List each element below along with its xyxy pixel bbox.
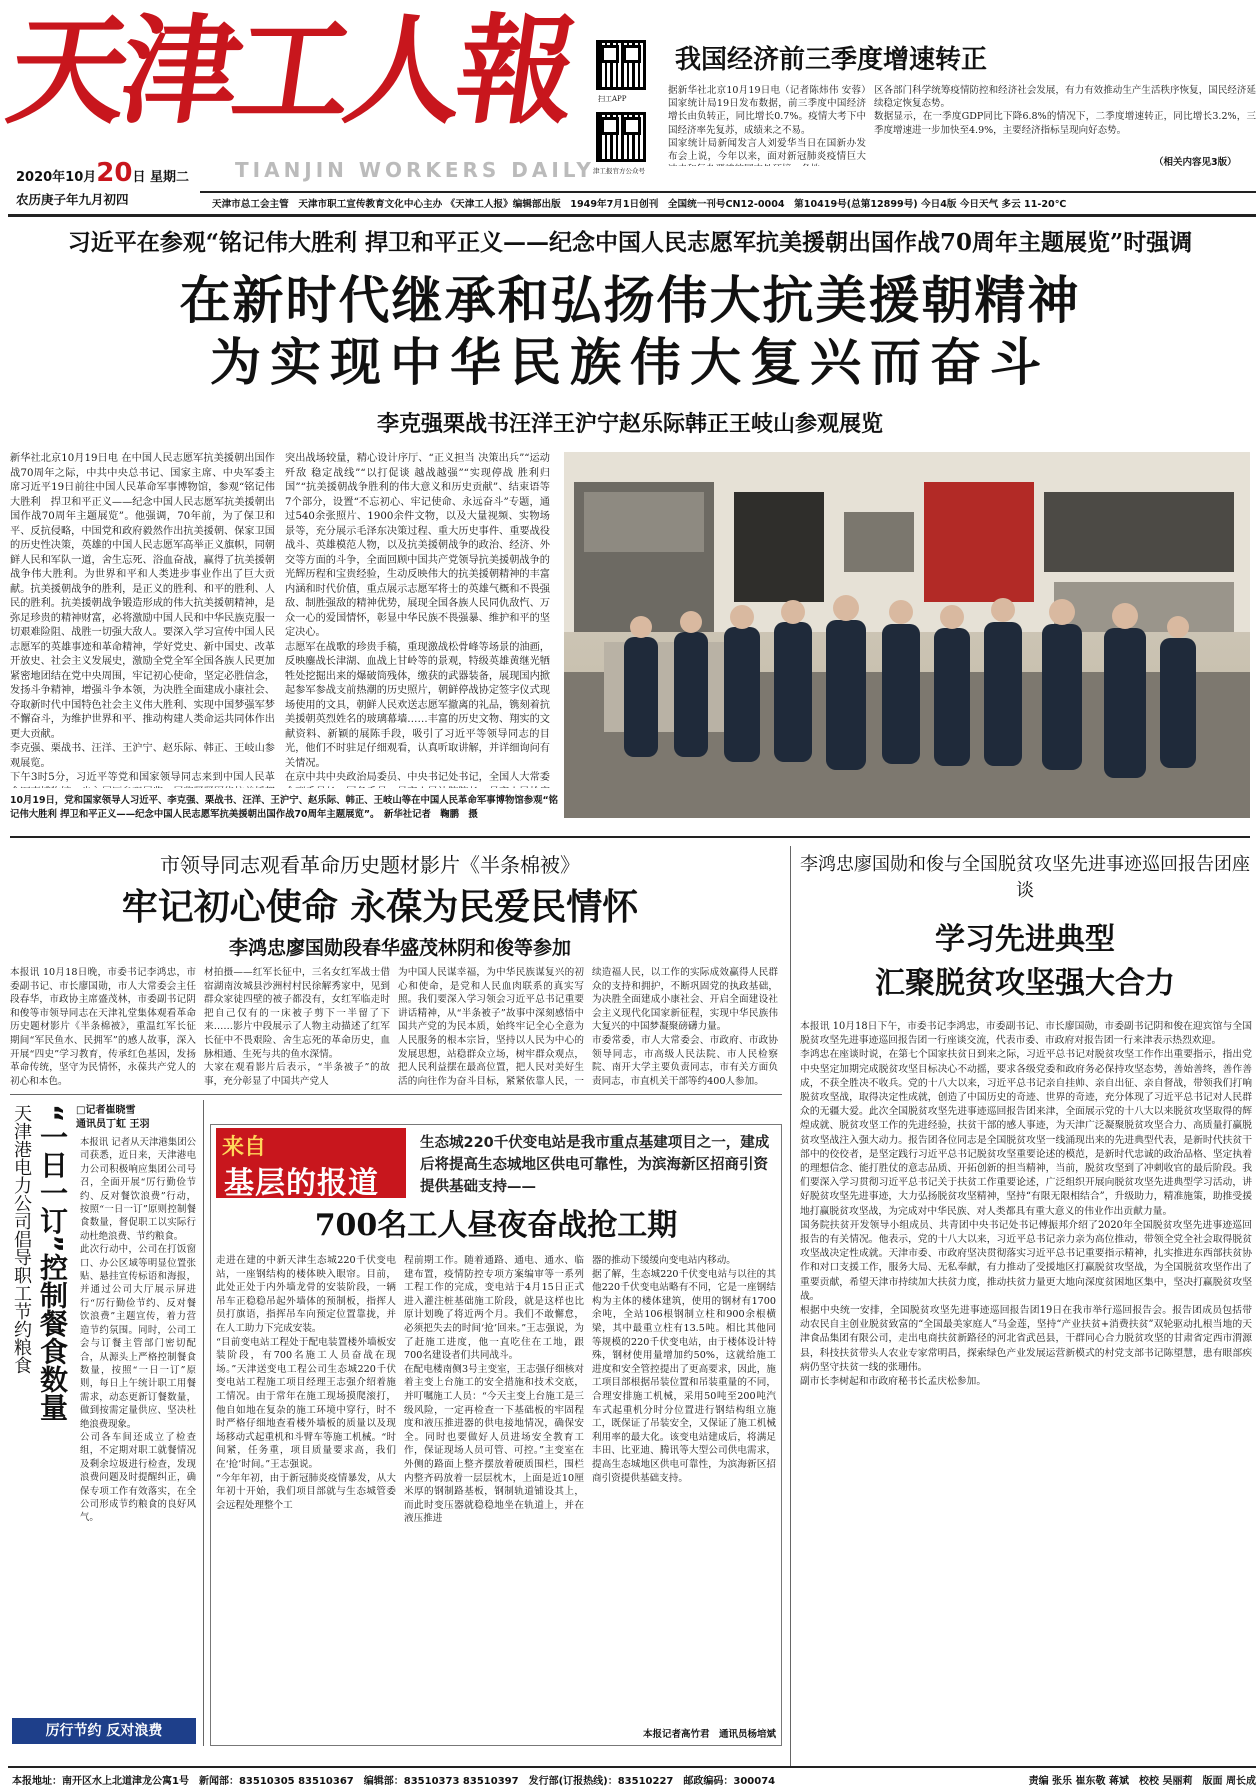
lead-kicker: 习近平在参观“铭记伟大胜利 捍卫和平正义——纪念中国人民志愿军抗美援朝出国作战70周年主题展览”时强调	[67, 229, 1193, 256]
lead-headline-1: 在新时代继承和弘扬伟大抗美援朝精神	[179, 272, 1081, 331]
grassroots-lede: 生态城220千伏变电站是我市重点基建项目之一，建成后将提高生态城地区供电可靠性，为滨海新区招商引资提供基础支持——	[420, 1135, 770, 1195]
film-body-col2: 材拍摄——红军长征中，三名女红军战士借宿湖南汝城县沙洲村村民徐解秀家中，见到群众家徒四壁的被子都没有，女红军临走时把自己仅有的一床被子剪下一半留了下来……影片中段展示了人物主动描述了红军长征中不畏艰险、舍生忘死的革命历史，血脉相通、生死与共的鱼水深情。 大家在观看影片后表示，“半条被子”的故事，充分彰显了中国共产党人	[204, 967, 390, 1087]
grassroots-badge	[216, 1128, 406, 1201]
section-divider	[10, 836, 1250, 838]
grassroots-body-col3: 器的推动下缓缓向变电站内移动。 据了解，生态城220千伏变电站与以往的其他220千伏变电站略有不同，它是一座钢结构为主体的楼体建筑，使用的钢材有1700余吨，全站106根钢制立柱和900余根横梁，其中最重立柱有13.5吨。相比其他同等规模的220千伏变电站，由于楼体设计特殊，钢材使用量增加约50%，这就给施工进度和安全管控提出了更高要求，因此，施工项目部根据吊装位置和吊装重量的不同，合理安排施工机械，采用50吨至200吨汽车式起重机分时分位置进行钢结构组立施工，既保证了吊装安全，又保证了施工机械利用率的最大化。该变电站建成后，将满足丰田、比亚迪、腾讯等大型公司供电需求，提高生态城地区供电可靠性，为滨海新区招商引资提供基础支持。	[592, 1255, 776, 1484]
qr-code-wechat[interactable]	[596, 112, 646, 162]
footer-rule	[8, 1766, 1256, 1768]
film-bottom-rule	[10, 1094, 782, 1095]
issue-day: 20	[96, 158, 133, 188]
masthead-bottom-rule	[8, 214, 1256, 217]
campaign-tag: 厉行节约 反对浪费	[12, 1718, 196, 1744]
grassroots-headline: 700名工人昼夜奋战抢工期	[314, 1208, 678, 1243]
grid-story-divider	[203, 1100, 204, 1746]
poverty-kicker: 李鸿忠廖国勋和俊与全国脱贫攻坚先进事迹巡回报告团座谈	[800, 854, 1250, 901]
grassroots-badge-top: 来自	[222, 1134, 267, 1160]
film-body-col3: 为中国人民谋幸福，为中华民族谋复兴的初心和使命，是党和人民血肉联系的真实写照。我们要深入学习领会习近平总书记重要讲话精神，从“半条被子”故事中深刻感悟中国共产党的为民本质，始终牢记全心全意为人民服务的根本宗旨，坚持以人民为中心的发展思想，站稳群众立场，树牢群众观点，把人民利益摆在最高位置，把人民对美好生活的向往作为奋斗目标，紧紧依靠人民，一	[398, 967, 584, 1087]
top-news-title: 我国经济前三季度增速转正	[675, 45, 988, 75]
lunar-date: 农历庚子年九月初四	[16, 192, 129, 207]
grid-story-headline: “一日一订”控制餐食数量	[36, 1104, 69, 1421]
issue-date: 2020年10月20日 星期二	[16, 158, 189, 188]
grassroots-byline: 本报记者高竹君 通讯员杨培斌	[642, 1729, 776, 1740]
top-news-col2: 区各部门科学统筹疫情防控和经济社会发展，有力有效推动生产生活秩序恢复，国民经济延续稳定恢复态势。 数据显示，在一季度GDP同比下降6.8%的情况下，二季度增速转正，同比增长3.2%，三季度增速进一步加快至4.9%，主要经济指标呈现向好态势。	[874, 85, 1256, 136]
poverty-body: 本报讯 10月18日下午，市委书记李鸿忠，市委副书记、市长廖国勋，市委副书记阴和俊在迎宾馆与全国脱贫攻坚先进事迹巡回报告团一行座谈交流，代表市委、市政府对报告团一行来津表示热烈欢迎。 李鸿忠在座谈时说，在第七个国家扶贫日到来之际，习近平总书记对脱贫攻坚工作作出重要指示，指出党中央坚定加期完成脱贫攻坚目标决心不动摇，要求各级党委和政府务必保持攻坚态势，善始善终，善作善成，不获全胜决不收兵。党的十八大以来，习近平总书记亲自挂帅、亲自出征、亲自督战，带领我们打响脱贫攻坚战，取得决定性成就，创造了中国历史的奇迹、世界的奇迹，充分体现了习近平总书记对人民群众的无疆大爱。此次全国脱贫攻坚先进事迹巡回报告团来津，全面展示党的十八大以来脱贫攻坚取得的辉煌成就、脱贫攻坚工作的先进经验，扶贫干部的感人事迹，为天津广泛凝聚脱贫攻坚合力、高质量打赢脱贫攻坚战注入强大动力。报告团各位同志是全国脱贫攻坚一线涌现出来的先进典型代表，是新时代扶贫干部中的佼佼者，是坚定践行习近平总书记脱贫攻坚重要论述的模范，是新时代忠诚的政治品格、坚定执着的理想信念、能打胜仗的意志品质、开拓创新的担当精神，当前，脱贫攻坚到了冲刺收官的最后阶段。我们要深入学习贯彻习近平总书记关于扶贫工作重要论述，广泛组织开展向脱贫攻坚先进典型学习活动，讲好脱贫攻坚先进事迹，大力弘扬脱贫攻坚精神，坚持“有限无限相结合”，升级助力，精准施策，助推受援地打赢脱贫攻坚战，为完成对中华民族、对人类都具有重大意义的伟业作出贡献力量。 国务院扶贫开发领导小组成员、共青团中央书记处书记傅振邦介绍了2020年全国脱贫攻坚先进事迹巡回报告的有关情况。他表示，党的十八大以来，习近平总书记亲力亲为高位推动，带领全党全社会取得脱贫攻坚战决定性成就。天津市委、市政府坚决贯彻落实习近平总书记重要指示精神，扎实推进东西部扶贫协作和对口支援工作，服务大局、无私奉献，有力推动了受援地区打赢脱贫攻坚战，为全国脱贫攻坚作出了重要贡献，希望天津市持续加大扶贫力度，推动扶贫力量更大地向深度贫困地区集中，坚决打赢脱贫攻坚战。 根据中央统一安排，全国脱贫攻坚先进事迹巡回报告团19日在我市举行巡回报告会。报告团成员包括带动农民自主创业脱贫致富的“全国最美家庭人”马金莲，坚持“产业扶贫+消费扶贫”双轮驱动扎根当地的天津食品集团有限公司，走出电商扶贫新路径的河北省武邑县，干群同心合力脱贫攻坚的甘肃省定西市渭源县，科技扶贫带头人农业专家常明昌，探索绿色产业发展运营新模式的村党支部书记陈望慧，患有眼部疾病仍坚守扶贫一线的张珊伟。 副市长李树起和市政府秘书长孟庆松参加。	[800, 1021, 1252, 1388]
exhibition-scene-illustration	[564, 452, 1250, 818]
footer-address: 本报地址：南开区水上北道津龙公寓1号 新闻部：83510305 83510367 编辑部：83510373 83510397 发行部(订报热线)：83510227 邮政编码：300074	[12, 1776, 776, 1787]
masthead-info-bar: 天津市总工会主管 天津市职工宣传教育文化中心主办 《天津工人报》编辑部出版 1949年7月1日创刊 全国统一刊号CN12-0004 第10419号(总第12899号) 今日4版 今日天气 多云 11-20℃	[212, 199, 1067, 210]
newspaper-logo-pinyin: TIANJIN WORKERS DAILY	[235, 158, 595, 182]
lead-photo-caption: 10月19日，党和国家领导人习近平、李克强、栗战书、汪洋、王沪宁、赵乐际、韩正、王岐山等在中国人民革命军事博物馆参观“铭记伟大胜利 捍卫和平正义——纪念中国人民志愿军抗美援朝出国作战70周年主题展览”。 新华社记者 鞠鹏 摄	[10, 795, 558, 820]
grassroots-badge-main: 基层的报道	[224, 1166, 379, 1201]
film-headline: 牢记初心使命 永葆为民爱民情怀	[121, 887, 639, 928]
film-body-col4: 续造福人民，以工作的实际成效赢得人民群众的支持和拥护，不断巩固党的执政基础，为决胜全面建成小康社会、开启全面建设社会主义现代化国家新征程，实现中华民族伟大复兴的中国梦凝聚磅礴力量。 市委常委，市人大常委会、市政府、市政协领导同志，市高级人民法院、市人民检察院、南开大学主要负责同志，市有关方面负责同志，市直机关干部等约400人参加。	[592, 967, 778, 1087]
grid-story-title: 天津港电力公司倡导职工节约粮食	[11, 1104, 32, 1374]
top-news-ref: （相关内容见3版）	[1154, 157, 1237, 168]
grid-story-body: 本报讯 记者从天津港集团公司获悉，近日来，天津港电力公司积极响应集团公司号召，全面开展“厉行勤俭节约、反对餐饮浪费”行动，按照“一日一订”原则控制餐食数量，督促职工以实际行动杜绝浪费、节约粮食。 此次行动中，公司在打饭窗口、办公区域等明显位置张贴、悬挂宣传标语和海报，并通过公司大厅展示屏进行“厉行勤俭节约、反对餐饮浪费”主题宣传，着力营造节约氛围。同时，公司工会与订餐主管部门密切配合，从源头上严格控制餐食数量，按照“一日一订”原则，每日上午统计职工用餐需求，动态更新订餐数量，做到按需定量供应、坚决杜绝浪费现象。 公司各车间还成立了检查组，不定期对职工就餐情况及剩余垃圾进行检查，发现浪费问题及时提醒纠正，确保专项工作有效落实，在全公司形成节约粮食的良好风气。	[80, 1137, 196, 1524]
column-divider	[790, 846, 791, 1766]
film-body-col1: 本报讯 10月18日晚，市委书记李鸿忠，市委副书记、市长廖国勋，市人大常委会主任段春华，市政协主席盛茂林，市委副书记阴和俊等市领导同志在天津礼堂集体观看革命历史题材影片《半条棉被》，重温红军长征期间“军民鱼水、民拥军”的感人故事，深入开展“四史”学习教育，传承红色基因，发扬革命传统，坚守为民情怀，永葆共产党人的初心和本色。	[10, 967, 196, 1087]
top-news-col1: 据新华社北京10月19日电（记者陈炜伟 安蓉）国家统计局19日发布数据，前三季度中国经济增长由负转正，同比增长0.7%。疫情大考下中国经济率先复苏，成绩来之不易。 国家统计局新闻发言人刘爱华当日在国新办发布会上说，今年以来，面对新冠肺炎疫情巨大	[668, 85, 866, 163]
masthead-rule	[200, 191, 1256, 193]
grassroots-body-col1: 走进在建的中新天津生态城220千伏变电站，一座钢结构的楼体映入眼帘。目前，此处正处于内外墙龙骨的安装阶段，一辆吊车正稳稳吊起外墙体的预制板，指挥人员打旗语，指挥吊车向预定位置靠拢，并在人工助力下完成安装。 “目前变电站工程处于配电装置楼外墙板安装阶段，有700名施工人员奋战在现场。”天津送变电工程公司生态城220千伏变电站工程施工项目经理王志强介绍着施工情况。由于常年在施工现场摸爬滚打，他自如地在复杂的施工环境中穿行，时不时严格仔细地查看楼外墙板的质量以及现场移动式起重机和斗臂车等施工机械。“时间紧，任务重，项目质量要求高，我们在‘抢’时间。”王志强说。 “今年年初，由于新冠肺炎疫情暴发，从大年初十开始，我们项目部就与生态城管委会远程处理整个工	[216, 1255, 396, 1511]
film-subtitle: 李鸿忠廖国勋段春华盛茂林阴和俊等参加	[228, 937, 571, 959]
grid-story-byline: □记者崔晓雪 通讯员丁虹 王羽	[76, 1105, 150, 1130]
newspaper-logo: 天津工人報	[0, 1, 580, 140]
qr-caption-app: 扫工APP	[598, 95, 627, 103]
lead-photo	[564, 452, 1250, 818]
grassroots-body-col2: 程前期工作。随着通路、通电、通水、临建布置，疫情防控专项方案编审等一系列工程工作的完成，变电站于4月15日正式进入灌注桩基础施工阶段，就是这样也比原计划晚了将近两个月。我们不敢懈怠，必须把失去的时间‘抢’回来。”王志强说，为了赶施工进度，他一直吃住在工地，跟700名建设者们共同战斗。 在配电楼南侧3号主变室，王志强仔细核对着主变上台施工的安全措施和技术交底，并叮嘱施工人员：“今天主变上台施工是三级风险，一定再检查一下基础板的牢固程度和液压推进器的供电接地情况，确保安全。同时也要做好人员进场安全教育工作，保证现场人员可管、可控。”主变室在外侧的路面上整齐摆放着硬质围栏，围栏内整齐码放着一层层枕木，上面是近10厘米厚的钢制路基板，钢制轨道铺设其上，而此时变压器就稳稳地坐在轨道上，并在液压推进	[404, 1255, 584, 1525]
poverty-headline-1: 学习先进典型	[935, 922, 1115, 957]
poverty-headline-2: 汇聚脱贫攻坚强大合力	[875, 966, 1175, 1001]
qr-code-app[interactable]	[596, 40, 646, 90]
masthead	[0, 0, 1260, 245]
footer-staff: 责编 张乐 崔东敬 蒋斌 校校 吴丽莉 版面 周长成	[1028, 1776, 1256, 1787]
film-kicker: 市领导同志观看革命历史题材影片《半条棉被》	[160, 853, 580, 877]
qr-caption-wechat: 津工报官方公众号	[593, 167, 645, 175]
lead-subtitle: 李克强栗战书汪洋王沪宁赵乐际韩正王岐山参观展览	[376, 411, 883, 437]
lead-body-col2: 突出战场较量，精心设计序厅、“正义担当 决策出兵”“运动歼敌 稳定战线”“以打促谈 越战越强”“实现停战 胜利归国”“抗美援朝战争胜利的伟大意义和历史贡献”、结束语等7个部分，设置“不忘初心、牢记使命、永远奋斗”专题，通过540余张照片、1900余件文物，以及大量视频、实物场景等，充分展示毛泽东决策过程、重大历史事件、重要战役战斗、英雄模范人物，以及抗美援朝战争的政治、经济、外交等方面的斗争，全面回顾中国共产党领导抗美援朝战争的光辉历程和宝贵经验，生动反映伟大的抗美援朝精神的丰富内涵和时代价值，重点展示志愿军将士的英雄气概和不畏强敌、制胜强敌的精神优势，展现全国各族人民同仇敌忾、万众一心的爱国情怀，彰显中华民族不畏强暴、维护和平的坚定决心。 志愿军在战歌的珍贵手稿，重现激战松骨峰等场景的油画，反映鏖战长津湖、血战上甘岭等的景观，特级英雄黄继光牺牲处挖掘出来的爆破筒残体，缴获的武器装备，展现国内掀起参军参战支前热潮的历史照片，朝鲜停战协定签字仪式现场使用的文具，朝鲜人民欢送志愿军撤离的礼品，镌刻着抗美援朝英烈姓名的玻璃幕墙……丰富的历史文物、翔实的文献资料、新颖的展陈手段，吸引了习近平等领导同志的目光，他们不时驻足仔细观看，认真听取讲解，并详细询问有关情况。 在京中共中央政治局委员、中央书记处书记，全国人大常委	[285, 453, 550, 783]
lead-headline-2: 为实现中华民族伟大复兴而奋斗	[209, 334, 1050, 393]
lead-body-col1: 新华社北京10月19日电 在中国人民志愿军抗美援朝出国作战70周年之际，中共中央总书记、国家主席、中央军委主席习近平19日前往中国人民革命军事博物馆，参观“铭记伟大胜利 捍卫和平正义——纪念中国人民志愿军抗美援朝出国作战70周年主题展览”。他强调，70年前，为了保卫和平、反抗侵略，中国党和政府毅然作出抗美援朝、保家卫国的历史性决策，英雄的中国人民志愿军高举正义旗帜，同朝鲜人民和军队一道，舍生忘死、浴血奋战，赢得了抗美援朝战争伟大胜利。为世界和平和人类进步事业作出了巨大贡献。抗美援朝战争的胜利，是正义的胜利、和平的胜利、人民的胜利。抗美援朝战争锻造形成的伟大抗美援朝精神，是弥足珍贵的精神财富，必将激励中国人民和中华民族克服一切艰难险阻、战胜一切强大敌人。要深入学习宣传中国人民志愿军的英雄事迹和革命精神，学好党史、新中国史、改革开放史、社会主义发展史，激励全党全军全国各族人民更加紧密地团结在党中央周围，牢记初心使命，坚定必胜信念，发扬斗争精神，增强斗争本领，为决胜全面建成小康社会、夺取新时代中国特色社会主义伟大胜利、实现中国梦强军梦不懈奋斗，为维护世界和平、推动构建人类命运共同体作出更大贡献。 李克强、栗战书、汪洋、王沪宁、赵乐际、韩正、王岐山参观展览。 下午3时5分，习近平等党和国家领导同志来到中国人民革	[10, 453, 275, 783]
